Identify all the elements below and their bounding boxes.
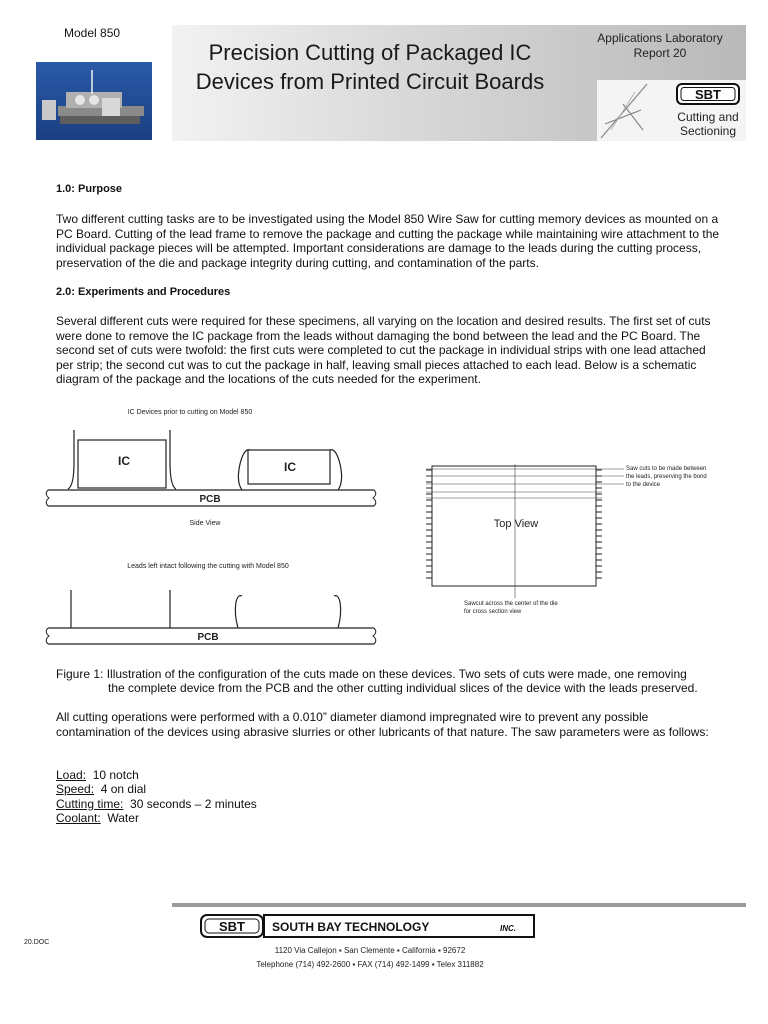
pcb-label-2: PCB <box>197 632 219 643</box>
experiments-paragraph: Several different cuts were required for these specimens, all varying on the location and desired results. The first set of cuts were done to remove the IC package from the leads without damaging the bond between the lead and the PC Board. The second set of cuts were twofold: the first cuts were completed to cut the package in individual strips with one lead attached per strip; the second cut was to cut the package in half, leaving small pieces attached to each lead. Below is a schematic diagram of the package and the locations of the cuts needed for the experiment. <box>56 314 711 387</box>
param-cutting-time <box>56 797 257 811</box>
saw-note-2: the leads, preserving the bond <box>626 474 707 480</box>
top-view-label: Top View <box>493 518 539 530</box>
footer-address-block <box>200 944 540 972</box>
param-load-label: Load: <box>56 768 87 782</box>
top-view <box>426 464 707 615</box>
title-line-1: Precision Cutting of Packaged IC <box>208 40 532 65</box>
sawcut-note-1: Sawcut across the center of the die <box>464 601 558 607</box>
side-view-label: Side View <box>189 520 221 527</box>
param-load <box>56 768 139 782</box>
param-speed-value: 4 on dial <box>100 782 147 796</box>
document-code: 20.DOC <box>24 939 50 946</box>
footer-company-name: SOUTH BAY TECHNOLOGY <box>272 920 430 934</box>
footer-phones: Telephone (714) 492-2600 ▪ FAX (714) 492-1499 ▪ Telex 311882 <box>256 960 484 969</box>
purpose-paragraph: Two different cutting tasks are to be investigated using the Model 850 Wire Saw for cutting memory devices as mounted on a PC Board. Cutting of the lead frame to remove the package and cutting the package while maintaining wire attachment to the individual package pieces will be attempted. Important considerations are damage to the leads during the cutting process, preservation of the die and package integrity during cutting, and contamination of the parts. <box>56 212 720 270</box>
saw-note-3: to the device <box>626 482 661 488</box>
cutting-paragraph: All cutting operations were performed with a 0.010” diameter diamond impregnated wire to prevent any possible contamination of the devices using abrasive slurries or other lubricants of that nature. The saw parameters were as follows: <box>56 710 709 739</box>
footer-rule <box>172 903 746 907</box>
footer-address: 1120 Via Callejon ▪ San Clemente ▪ California ▪ 92672 <box>274 946 466 955</box>
ic-label-1: IC <box>118 454 130 468</box>
param-speed-label: Speed: <box>56 782 95 796</box>
wire-cut-icon <box>597 80 663 141</box>
title-line-2: Devices from Printed Circuit Boards <box>195 69 545 94</box>
saw-cut-lines <box>426 469 624 498</box>
side-view-before <box>46 409 376 527</box>
footer-badge-text: SBT <box>219 919 245 934</box>
param-time-value: 30 seconds – 2 minutes <box>130 797 257 811</box>
param-coolant-value: Water <box>107 811 139 825</box>
cutting-diagram <box>40 402 740 652</box>
lead-pins-right <box>596 470 602 578</box>
side-view-after <box>46 563 376 644</box>
figure-caption-line-1: Figure 1: Illustration of the configuration of the cuts made on these devices. Two sets of cuts were made, one removing <box>56 667 687 681</box>
saw-note-1: Saw cuts to be made between <box>626 466 707 472</box>
param-speed <box>56 782 146 796</box>
pcb-label-1: PCB <box>199 494 221 505</box>
cut-line-1: Cutting and <box>677 110 739 124</box>
cutting-sectioning-label <box>664 110 752 138</box>
param-time-label: Cutting time: <box>56 797 124 811</box>
sbt-badge-text: SBT <box>695 87 721 102</box>
report-title <box>178 38 562 96</box>
lead-pins-left <box>426 470 432 578</box>
footer-company-inc: INC. <box>500 924 516 933</box>
figure-caption-line-2: the complete device from the PCB and the other cutting individual slices of the device with the leads preserved. <box>108 681 698 695</box>
experiments-heading: 2.0: Experiments and Procedures <box>56 286 231 298</box>
param-coolant-label: Coolant: <box>56 811 101 825</box>
label-before-cutting: IC Devices prior to cutting on Model 850 <box>127 409 253 416</box>
purpose-heading: 1.0: Purpose <box>56 183 123 195</box>
label-after-cutting: Leads left intact following the cutting with Model 850 <box>127 563 289 570</box>
param-coolant <box>56 811 139 825</box>
param-load-value: 10 notch <box>92 768 139 782</box>
wire-saw-photo <box>36 62 152 140</box>
sbt-logo-badge <box>676 83 740 105</box>
sawcut-note-2: for cross section view <box>464 609 522 615</box>
cut-line-2: Sectioning <box>679 124 737 138</box>
ic-label-2: IC <box>284 460 296 474</box>
model-label: Model 850 <box>64 26 121 40</box>
lab-report-label <box>562 31 758 61</box>
footer-company-logo <box>200 912 540 942</box>
lab-line-1: Applications Laboratory <box>597 31 723 45</box>
lab-line-2: Report 20 <box>633 46 687 60</box>
